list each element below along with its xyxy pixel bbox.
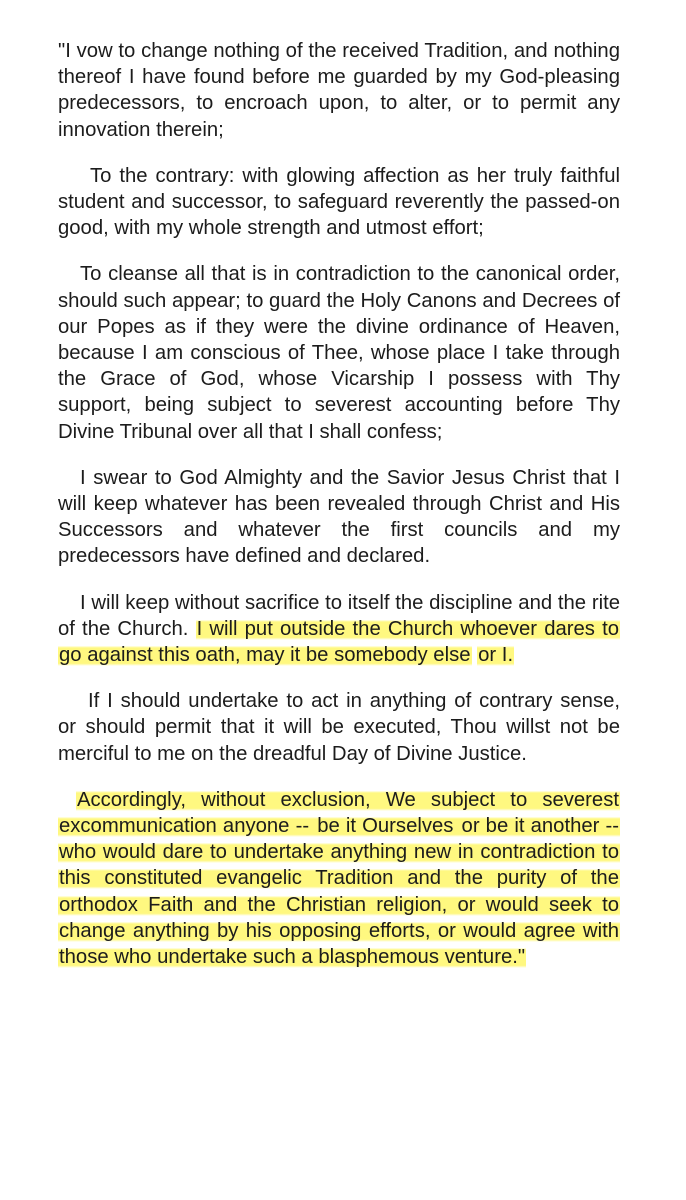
highlighted-text: be it Ourselves — [317, 815, 454, 838]
highlighted-text: or be it another -- who would dare to undertake anything new in contradiction to this constituted evangelic Tradition and the purity of the orthodox Faith and the Christian religion, or would seek to change anything by his opposing efforts, or would agree with those who undertake such a blasphemous venture." — [59, 815, 620, 969]
paragraph-undertake — [58, 688, 620, 767]
paragraph-swear — [58, 465, 620, 570]
paragraph-discipline — [58, 590, 620, 669]
paragraph-text: "I vow to change nothing of the received Tradition, and nothing thereof I have found before me guarded by my God-pleasing predecessors, to encroach upon, to alter, or to permit any innovation therein; — [58, 40, 620, 141]
highlighted-text: I will put outside the Church whoever dares to go against this oath, may it be somebody else — [59, 617, 619, 667]
paragraph-vow — [58, 38, 620, 143]
highlighted-text: or I. — [478, 644, 514, 667]
highlighted-text: Accordingly, without exclusion, We subject to severest excommunication anyone -- — [59, 788, 619, 838]
oath-document — [58, 38, 620, 970]
paragraph-excommunication — [58, 787, 620, 970]
paragraph-text: If I should undertake to act in anything of contrary sense, or should permit that it will be executed, Thou willst not be merciful to me on the dreadful Day of Divine Justice. — [58, 690, 620, 765]
paragraph-text: To the contrary: with glowing affection as her truly faithful student and successor, to safeguard reverently the passed-on good, with my whole strength and utmost effort; — [58, 164, 620, 240]
paragraph-text: I swear to God Almighty and the Savior Jesus Christ that I will keep whatever has been revealed through Christ and His Successors and whatever the first councils and my predecessors have defined and declared. — [58, 466, 620, 568]
paragraph-text: To cleanse all that is in contradiction to the canonical order, should such appear; to guard the Holy Canons and Decrees of our Popes as if they were the divine ordinance of Heaven, because I am conscious of Thee, whose place I take through the Grace of God, whose Vicarship I possess with Thy support, being subject to severest accounting before Thy Divine Tribunal over all that I shall confess; — [58, 263, 620, 443]
paragraph-text: I will keep without sacrifice to itself the discipline and the rite of the Church. — [58, 591, 620, 640]
paragraph-cleanse — [58, 261, 620, 444]
paragraph-contrary — [58, 163, 620, 242]
